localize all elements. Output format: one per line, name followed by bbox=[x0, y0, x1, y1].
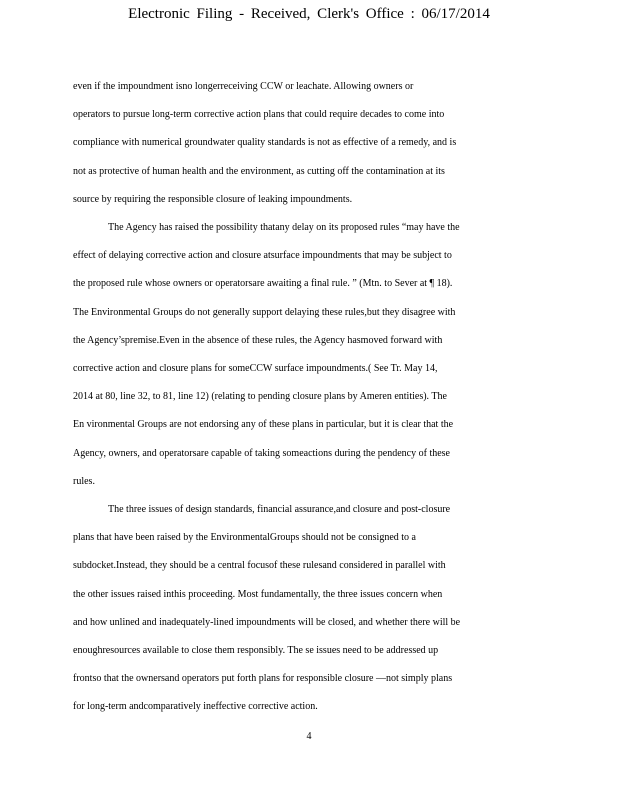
text-line: The Environmental Groups do not generally support delaying these rules,but they disagree with bbox=[73, 306, 456, 318]
text-line: frontso that the ownersand operators put forth plans for responsible closure —not simply plans bbox=[73, 673, 453, 685]
filing-header: Electronic Filing - Received, Clerk's Office : 06/17/2014 bbox=[128, 6, 490, 22]
page-number: 4 bbox=[306, 731, 312, 742]
text-line: The three issues of design standards, financial assurance,and closure and post-closure bbox=[108, 504, 451, 516]
text-line: effect of delaying corrective action and closure atsurface impoundments that may be subject to bbox=[73, 250, 452, 262]
text-line: corrective action and closure plans for someCCW surface impoundments.( See Tr. May 14, bbox=[73, 363, 438, 375]
text-line: En vironmental Groups are not endorsing any of these plans in particular, but it is clear that the bbox=[73, 419, 454, 431]
text-line: Agency, owners, and operatorsare capable of taking someactions during the pendency of these bbox=[73, 447, 450, 459]
document-body bbox=[73, 73, 543, 722]
text-line: 2014 at 80, line 32, to 81, line 12) (relating to pending closure plans by Ameren entities). The bbox=[73, 391, 447, 403]
text-line: and how unlined and inadequately-lined impoundments will be closed, and whether there will be bbox=[73, 616, 461, 628]
text-line: the proposed rule whose owners or operatorsare awaiting a final rule. ” (Mtn. to Sever at ¶ 18). bbox=[73, 278, 453, 290]
text-line: the Agency’spremise.Even in the absence of these rules, the Agency hasmoved forward with bbox=[73, 334, 443, 346]
text-line: compliance with numerical groundwater quality standards is not as effective of a remedy, and is bbox=[73, 137, 457, 149]
text-line: not as protective of human health and the environment, as cutting off the contamination at its bbox=[73, 165, 445, 177]
text-line: The Agency has raised the possibility thatany delay on its proposed rules “may have the bbox=[108, 222, 460, 234]
text-line: rules. bbox=[73, 475, 95, 487]
text-line: for long-term andcomparatively ineffective corrective action. bbox=[73, 701, 318, 713]
text-line: enoughresources available to close them responsibly. The se issues need to be addressed up bbox=[73, 645, 439, 657]
text-line: operators to pursue long-term corrective action plans that could require decades to come into bbox=[73, 109, 445, 121]
text-line: even if the impoundment isno longerreceiving CCW or leachate. Allowing owners or bbox=[73, 81, 414, 92]
text-line: plans that have been raised by the EnvironmentalGroups should not be consigned to a bbox=[73, 532, 416, 544]
text-line: the other issues raised inthis proceeding. Most fundamentally, the three issues concern when bbox=[73, 588, 443, 600]
text-line: source by requiring the responsible closure of leaking impoundments. bbox=[73, 193, 353, 205]
text-line: subdocket.Instead, they should be a central focusof these rulesand considered in parallel with bbox=[73, 560, 446, 572]
